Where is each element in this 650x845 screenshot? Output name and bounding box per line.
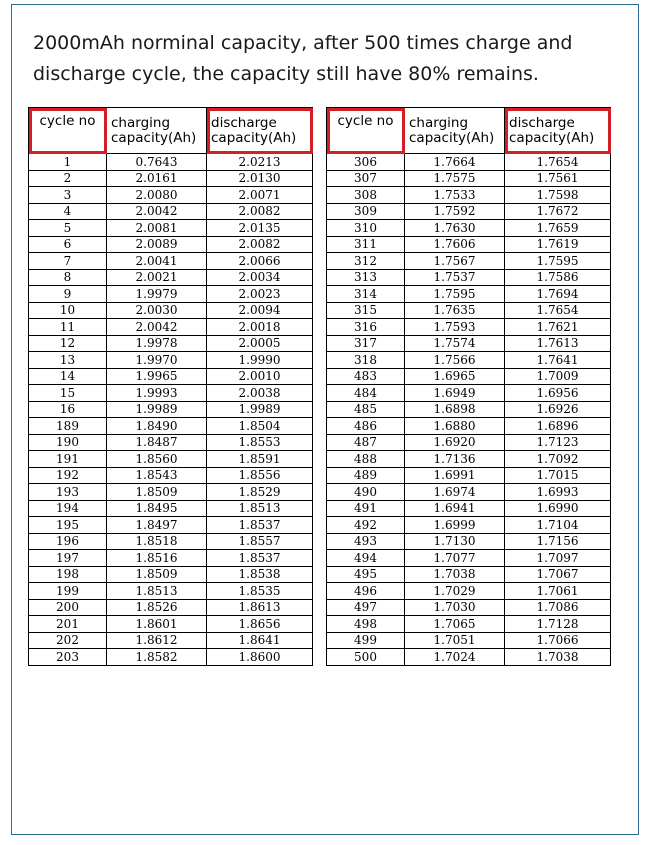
charging-capacity-cell: 1.6974 bbox=[405, 484, 505, 501]
cycle-no-cell: 194 bbox=[29, 500, 107, 517]
table-row bbox=[29, 517, 313, 534]
cycle-no-cell: 313 bbox=[327, 269, 405, 286]
table-row bbox=[29, 187, 313, 204]
cycle-no-cell: 9 bbox=[29, 286, 107, 303]
table-row bbox=[327, 335, 611, 352]
discharge-capacity-cell: 2.0071 bbox=[207, 187, 313, 204]
table-row bbox=[29, 533, 313, 550]
table-row bbox=[327, 649, 611, 666]
charging-capacity-cell: 1.7593 bbox=[405, 319, 505, 336]
cycle-no-cell: 496 bbox=[327, 583, 405, 600]
discharge-capacity-cell: 1.7038 bbox=[505, 649, 611, 666]
charging-capacity-cell: 1.7038 bbox=[405, 566, 505, 583]
table-row bbox=[327, 220, 611, 237]
cycle-no-cell: 317 bbox=[327, 335, 405, 352]
cycle-no-cell: 500 bbox=[327, 649, 405, 666]
cycle-no-cell: 315 bbox=[327, 302, 405, 319]
cycle-no-cell: 4 bbox=[29, 203, 107, 220]
table-row bbox=[327, 385, 611, 402]
cycle-no-cell: 189 bbox=[29, 418, 107, 435]
cycle-no-cell: 8 bbox=[29, 269, 107, 286]
discharge-capacity-cell: 1.7009 bbox=[505, 368, 611, 385]
table-row bbox=[327, 170, 611, 187]
discharge-capacity-cell: 2.0034 bbox=[207, 269, 313, 286]
charging-capacity-cell: 1.8487 bbox=[107, 434, 207, 451]
table-row bbox=[29, 616, 313, 633]
table-row bbox=[327, 236, 611, 253]
discharge-capacity-cell: 1.7066 bbox=[505, 632, 611, 649]
charging-capacity-cell: 1.7136 bbox=[405, 451, 505, 468]
discharge-capacity-cell: 2.0130 bbox=[207, 170, 313, 187]
cycle-no-cell: 312 bbox=[327, 253, 405, 270]
table-row bbox=[29, 170, 313, 187]
discharge-capacity-cell: 2.0010 bbox=[207, 368, 313, 385]
discharge-capacity-cell: 1.8537 bbox=[207, 517, 313, 534]
cycle-table-left bbox=[28, 107, 313, 666]
discharge-capacity-cell: 1.8641 bbox=[207, 632, 313, 649]
table-row bbox=[29, 269, 313, 286]
discharge-capacity-cell: 2.0082 bbox=[207, 236, 313, 253]
cycle-no-cell: 490 bbox=[327, 484, 405, 501]
discharge-capacity-cell: 1.8513 bbox=[207, 500, 313, 517]
discharge-capacity-cell: 2.0018 bbox=[207, 319, 313, 336]
cycle-no-cell: 203 bbox=[29, 649, 107, 666]
charging-capacity-cell: 1.7537 bbox=[405, 269, 505, 286]
table-row bbox=[327, 154, 611, 171]
cycle-no-cell: 198 bbox=[29, 566, 107, 583]
cycle-no-cell: 491 bbox=[327, 500, 405, 517]
table-row bbox=[29, 203, 313, 220]
cycle-no-cell: 492 bbox=[327, 517, 405, 534]
cycle-no-cell: 2 bbox=[29, 170, 107, 187]
table-row bbox=[327, 632, 611, 649]
discharge-capacity-cell: 1.6926 bbox=[505, 401, 611, 418]
discharge-capacity-cell: 1.8553 bbox=[207, 434, 313, 451]
cycle-no-cell: 483 bbox=[327, 368, 405, 385]
header-cycle-no: cycle no bbox=[327, 108, 405, 154]
table-row bbox=[327, 352, 611, 369]
discharge-capacity-cell: 1.7092 bbox=[505, 451, 611, 468]
charging-capacity-cell: 1.9993 bbox=[107, 385, 207, 402]
cycle-no-cell: 3 bbox=[29, 187, 107, 204]
discharge-capacity-cell: 1.8591 bbox=[207, 451, 313, 468]
table-row bbox=[327, 434, 611, 451]
charging-capacity-cell: 2.0089 bbox=[107, 236, 207, 253]
cycle-no-cell: 200 bbox=[29, 599, 107, 616]
cycle-no-cell: 5 bbox=[29, 220, 107, 237]
table-row bbox=[29, 632, 313, 649]
cycle-no-cell: 316 bbox=[327, 319, 405, 336]
charging-capacity-cell: 1.6991 bbox=[405, 467, 505, 484]
cycle-no-cell: 488 bbox=[327, 451, 405, 468]
cycle-no-cell: 193 bbox=[29, 484, 107, 501]
charging-capacity-cell: 2.0161 bbox=[107, 170, 207, 187]
table-row bbox=[327, 467, 611, 484]
charging-capacity-cell: 2.0042 bbox=[107, 203, 207, 220]
charging-capacity-cell: 1.7030 bbox=[405, 599, 505, 616]
charging-capacity-cell: 2.0042 bbox=[107, 319, 207, 336]
charging-capacity-cell: 2.0021 bbox=[107, 269, 207, 286]
heading-line-2: discharge cycle, the capacity still have 80% remains. bbox=[33, 63, 539, 85]
discharge-capacity-cell: 1.7015 bbox=[505, 467, 611, 484]
cycle-no-cell: 310 bbox=[327, 220, 405, 237]
cycle-no-cell: 190 bbox=[29, 434, 107, 451]
discharge-capacity-cell: 1.7659 bbox=[505, 220, 611, 237]
charging-capacity-cell: 1.7533 bbox=[405, 187, 505, 204]
charging-capacity-cell: 1.8582 bbox=[107, 649, 207, 666]
cycle-no-cell: 10 bbox=[29, 302, 107, 319]
capacity-heading bbox=[33, 28, 593, 90]
discharge-capacity-cell: 1.7104 bbox=[505, 517, 611, 534]
discharge-capacity-cell: 1.7156 bbox=[505, 533, 611, 550]
charging-capacity-cell: 1.6965 bbox=[405, 368, 505, 385]
cycle-no-cell: 487 bbox=[327, 434, 405, 451]
table-row bbox=[327, 484, 611, 501]
cycle-no-cell: 6 bbox=[29, 236, 107, 253]
charging-capacity-cell: 1.7130 bbox=[405, 533, 505, 550]
discharge-capacity-cell: 1.7694 bbox=[505, 286, 611, 303]
charging-capacity-cell: 1.7029 bbox=[405, 583, 505, 600]
heading-line-1: 2000mAh norminal capacity, after 500 times charge and bbox=[33, 32, 573, 54]
table-row bbox=[327, 302, 611, 319]
cycle-no-cell: 192 bbox=[29, 467, 107, 484]
table-row bbox=[327, 401, 611, 418]
table-row bbox=[29, 335, 313, 352]
discharge-capacity-cell: 1.7128 bbox=[505, 616, 611, 633]
table-row bbox=[327, 517, 611, 534]
cycle-no-cell: 195 bbox=[29, 517, 107, 534]
table-row bbox=[327, 368, 611, 385]
cycle-no-cell: 497 bbox=[327, 599, 405, 616]
charging-capacity-cell: 1.8509 bbox=[107, 484, 207, 501]
table-row bbox=[29, 649, 313, 666]
header-charging-capacity: charging capacity(Ah) bbox=[405, 108, 505, 154]
discharge-capacity-cell: 2.0094 bbox=[207, 302, 313, 319]
table-row bbox=[29, 401, 313, 418]
cycle-no-cell: 307 bbox=[327, 170, 405, 187]
table-row bbox=[29, 500, 313, 517]
cycle-no-cell: 495 bbox=[327, 566, 405, 583]
table-row bbox=[327, 550, 611, 567]
discharge-capacity-cell: 2.0023 bbox=[207, 286, 313, 303]
discharge-capacity-cell: 1.8613 bbox=[207, 599, 313, 616]
cycle-no-cell: 486 bbox=[327, 418, 405, 435]
table-row bbox=[327, 451, 611, 468]
table-row bbox=[327, 203, 611, 220]
charging-capacity-cell: 1.7664 bbox=[405, 154, 505, 171]
table-row bbox=[29, 319, 313, 336]
table-row bbox=[29, 253, 313, 270]
charging-capacity-cell: 1.6880 bbox=[405, 418, 505, 435]
cycle-no-cell: 12 bbox=[29, 335, 107, 352]
charging-capacity-cell: 1.8513 bbox=[107, 583, 207, 600]
charging-capacity-cell: 2.0030 bbox=[107, 302, 207, 319]
discharge-capacity-cell: 1.6993 bbox=[505, 484, 611, 501]
charging-capacity-cell: 1.7065 bbox=[405, 616, 505, 633]
table-row bbox=[327, 583, 611, 600]
charging-capacity-cell: 1.7051 bbox=[405, 632, 505, 649]
table-row bbox=[29, 385, 313, 402]
discharge-capacity-cell: 1.7672 bbox=[505, 203, 611, 220]
table-row bbox=[327, 616, 611, 633]
charging-capacity-cell: 1.8518 bbox=[107, 533, 207, 550]
discharge-capacity-cell: 2.0005 bbox=[207, 335, 313, 352]
discharge-capacity-cell: 1.9989 bbox=[207, 401, 313, 418]
cycle-no-cell: 498 bbox=[327, 616, 405, 633]
discharge-capacity-cell: 1.8535 bbox=[207, 583, 313, 600]
cycle-no-cell: 202 bbox=[29, 632, 107, 649]
charging-capacity-cell: 1.7595 bbox=[405, 286, 505, 303]
charging-capacity-cell: 1.9979 bbox=[107, 286, 207, 303]
charging-capacity-cell: 1.7635 bbox=[405, 302, 505, 319]
charging-capacity-cell: 1.6920 bbox=[405, 434, 505, 451]
discharge-capacity-cell: 1.6956 bbox=[505, 385, 611, 402]
cycle-no-cell: 13 bbox=[29, 352, 107, 369]
table-row bbox=[29, 220, 313, 237]
cycle-no-cell: 308 bbox=[327, 187, 405, 204]
discharge-capacity-cell: 1.7123 bbox=[505, 434, 611, 451]
cycle-no-cell: 499 bbox=[327, 632, 405, 649]
cycle-no-cell: 493 bbox=[327, 533, 405, 550]
charging-capacity-cell: 1.8516 bbox=[107, 550, 207, 567]
discharge-capacity-cell: 1.7561 bbox=[505, 170, 611, 187]
charging-capacity-cell: 1.7567 bbox=[405, 253, 505, 270]
discharge-capacity-cell: 1.7654 bbox=[505, 154, 611, 171]
charging-capacity-cell: 1.6941 bbox=[405, 500, 505, 517]
cycle-no-cell: 489 bbox=[327, 467, 405, 484]
cycle-no-cell: 196 bbox=[29, 533, 107, 550]
charging-capacity-cell: 1.9965 bbox=[107, 368, 207, 385]
discharge-capacity-cell: 1.8557 bbox=[207, 533, 313, 550]
discharge-capacity-cell: 1.7595 bbox=[505, 253, 611, 270]
charging-capacity-cell: 1.8526 bbox=[107, 599, 207, 616]
table-row bbox=[29, 599, 313, 616]
table-row bbox=[327, 286, 611, 303]
charging-capacity-cell: 1.9970 bbox=[107, 352, 207, 369]
charging-capacity-cell: 1.8560 bbox=[107, 451, 207, 468]
charging-capacity-cell: 1.7077 bbox=[405, 550, 505, 567]
cycle-no-cell: 311 bbox=[327, 236, 405, 253]
table-row bbox=[29, 550, 313, 567]
discharge-capacity-cell: 1.6990 bbox=[505, 500, 611, 517]
cycle-no-cell: 11 bbox=[29, 319, 107, 336]
table-row bbox=[327, 187, 611, 204]
charging-capacity-cell: 1.6898 bbox=[405, 401, 505, 418]
charging-capacity-cell: 1.6999 bbox=[405, 517, 505, 534]
cycle-no-cell: 191 bbox=[29, 451, 107, 468]
table-row bbox=[327, 566, 611, 583]
charging-capacity-cell: 1.6949 bbox=[405, 385, 505, 402]
table-row bbox=[327, 533, 611, 550]
charging-capacity-cell: 1.7592 bbox=[405, 203, 505, 220]
discharge-capacity-cell: 1.8529 bbox=[207, 484, 313, 501]
cycle-no-cell: 7 bbox=[29, 253, 107, 270]
charging-capacity-cell: 1.8490 bbox=[107, 418, 207, 435]
table-row bbox=[29, 583, 313, 600]
discharge-capacity-cell: 1.7067 bbox=[505, 566, 611, 583]
cycle-no-cell: 201 bbox=[29, 616, 107, 633]
table-row bbox=[29, 451, 313, 468]
cycle-no-cell: 16 bbox=[29, 401, 107, 418]
cycle-no-cell: 15 bbox=[29, 385, 107, 402]
charging-capacity-cell: 1.8612 bbox=[107, 632, 207, 649]
table-row bbox=[327, 599, 611, 616]
charging-capacity-cell: 1.9978 bbox=[107, 335, 207, 352]
table-row bbox=[29, 302, 313, 319]
charging-capacity-cell: 0.7643 bbox=[107, 154, 207, 171]
discharge-capacity-cell: 1.7086 bbox=[505, 599, 611, 616]
charging-capacity-cell: 1.8495 bbox=[107, 500, 207, 517]
header-cycle-no: cycle no bbox=[29, 108, 107, 154]
discharge-capacity-cell: 1.7654 bbox=[505, 302, 611, 319]
charging-capacity-cell: 2.0081 bbox=[107, 220, 207, 237]
cycle-no-cell: 494 bbox=[327, 550, 405, 567]
table-row bbox=[29, 154, 313, 171]
cycle-table-right bbox=[326, 107, 611, 666]
header-discharge-capacity: discharge capacity(Ah) bbox=[207, 108, 313, 154]
cycle-no-cell: 485 bbox=[327, 401, 405, 418]
header-discharge-capacity: discharge capacity(Ah) bbox=[505, 108, 611, 154]
discharge-capacity-cell: 2.0066 bbox=[207, 253, 313, 270]
charging-capacity-cell: 1.7566 bbox=[405, 352, 505, 369]
cycle-no-cell: 1 bbox=[29, 154, 107, 171]
header-charging-capacity: charging capacity(Ah) bbox=[107, 108, 207, 154]
charging-capacity-cell: 1.9989 bbox=[107, 401, 207, 418]
discharge-capacity-cell: 1.7097 bbox=[505, 550, 611, 567]
charging-capacity-cell: 1.8497 bbox=[107, 517, 207, 534]
table-row bbox=[29, 566, 313, 583]
discharge-capacity-cell: 1.7641 bbox=[505, 352, 611, 369]
charging-capacity-cell: 1.7574 bbox=[405, 335, 505, 352]
table-row bbox=[327, 418, 611, 435]
table-row bbox=[29, 286, 313, 303]
table-row bbox=[29, 352, 313, 369]
discharge-capacity-cell: 1.8504 bbox=[207, 418, 313, 435]
charging-capacity-cell: 1.7575 bbox=[405, 170, 505, 187]
discharge-capacity-cell: 1.7586 bbox=[505, 269, 611, 286]
cycle-no-cell: 484 bbox=[327, 385, 405, 402]
discharge-capacity-cell: 1.8600 bbox=[207, 649, 313, 666]
table-row bbox=[29, 418, 313, 435]
table-row bbox=[29, 236, 313, 253]
discharge-capacity-cell: 2.0082 bbox=[207, 203, 313, 220]
table-row bbox=[29, 434, 313, 451]
charging-capacity-cell: 1.7606 bbox=[405, 236, 505, 253]
table-row bbox=[327, 319, 611, 336]
cycle-no-cell: 318 bbox=[327, 352, 405, 369]
charging-capacity-cell: 1.8509 bbox=[107, 566, 207, 583]
cycle-no-cell: 306 bbox=[327, 154, 405, 171]
discharge-capacity-cell: 1.8538 bbox=[207, 566, 313, 583]
table-body-left bbox=[29, 154, 313, 666]
charging-capacity-cell: 2.0080 bbox=[107, 187, 207, 204]
discharge-capacity-cell: 1.7061 bbox=[505, 583, 611, 600]
cycle-no-cell: 197 bbox=[29, 550, 107, 567]
charging-capacity-cell: 1.8543 bbox=[107, 467, 207, 484]
table-row bbox=[29, 484, 313, 501]
table-row bbox=[327, 500, 611, 517]
table-body-right bbox=[327, 154, 611, 666]
discharge-capacity-cell: 1.8556 bbox=[207, 467, 313, 484]
discharge-capacity-cell: 1.9990 bbox=[207, 352, 313, 369]
charging-capacity-cell: 1.8601 bbox=[107, 616, 207, 633]
discharge-capacity-cell: 1.8656 bbox=[207, 616, 313, 633]
charging-capacity-cell: 1.7630 bbox=[405, 220, 505, 237]
discharge-capacity-cell: 1.7621 bbox=[505, 319, 611, 336]
table-row bbox=[327, 253, 611, 270]
discharge-capacity-cell: 2.0038 bbox=[207, 385, 313, 402]
charging-capacity-cell: 1.7024 bbox=[405, 649, 505, 666]
discharge-capacity-cell: 2.0135 bbox=[207, 220, 313, 237]
discharge-capacity-cell: 1.7619 bbox=[505, 236, 611, 253]
discharge-capacity-cell: 1.7598 bbox=[505, 187, 611, 204]
discharge-capacity-cell: 2.0213 bbox=[207, 154, 313, 171]
charging-capacity-cell: 2.0041 bbox=[107, 253, 207, 270]
discharge-capacity-cell: 1.6896 bbox=[505, 418, 611, 435]
cycle-no-cell: 14 bbox=[29, 368, 107, 385]
cycle-no-cell: 199 bbox=[29, 583, 107, 600]
table-row bbox=[29, 368, 313, 385]
cycle-no-cell: 309 bbox=[327, 203, 405, 220]
discharge-capacity-cell: 1.7613 bbox=[505, 335, 611, 352]
cycle-no-cell: 314 bbox=[327, 286, 405, 303]
table-row bbox=[29, 467, 313, 484]
discharge-capacity-cell: 1.8537 bbox=[207, 550, 313, 567]
table-row bbox=[327, 269, 611, 286]
